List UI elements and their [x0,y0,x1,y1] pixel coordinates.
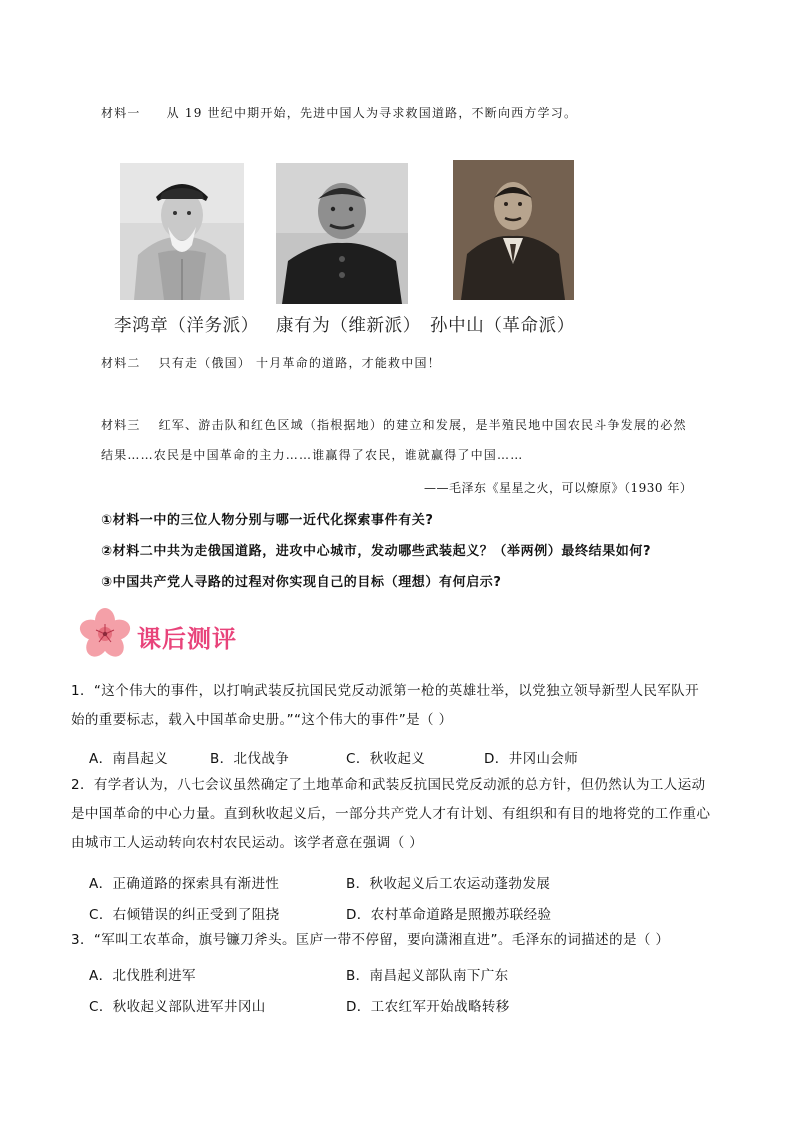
q1-stem: 1．“这个伟大的事件，以打响武装反抗国民党反动派第一枪的英雄壮举，以党独立领导新型人民军队开始的重要标志，载入中国革命史册。”“这个伟大的事件”是（ ） [71,683,699,728]
q3-option-d: D．工农红军开始战略转移 [346,999,510,1015]
portrait-kang-youwei [276,163,408,304]
caption-kang-youwei [276,312,421,337]
material-1-text: 从 19 世纪中期开始，先进中国人为寻求救国道路，不断向西方学习。 [166,106,578,120]
material-3-text-2: 结果……农民是中国革命的主力……谁赢得了农民，谁就赢得了中国…… [101,448,524,462]
portrait-li-hongzhang [120,163,244,300]
material-1 [101,104,577,121]
question-3-bold: ③中国共产党人寻路的过程对你实现自己的目标（理想）有何启示? [101,575,502,590]
q2-option-a: A．正确道路的探索具有渐进性 [89,876,280,892]
question-2-bold: ②材料二中共为走俄国道路，进攻中心城市，发动哪些武装起义？（举两例）最终结果如何? [101,544,652,559]
q2-option-d: D．农村革命道路是照搬苏联经验 [346,907,552,923]
caption-name: 孙中山 [430,316,485,336]
material-2 [101,354,441,371]
material-2-label: 材料二 [101,356,141,370]
q1-option-c: C．秋收起义 [346,751,426,767]
q2-option-c: C．右倾错误的纠正受到了阻挠 [89,907,280,923]
caption-name: 康有为 [276,316,331,336]
material-1-label: 材料一 [101,106,141,120]
material-3-label: 材料三 [101,418,141,432]
material-2-text: 只有走（俄国） 十月革命的道路，才能救中国！ [158,356,441,370]
q1-option-b: B．北伐战争 [210,751,290,767]
q2-option-b: B．秋收起义后工农运动蓬勃发展 [346,876,551,892]
q3-stem: 3．“军叫工农革命，旗号镰刀斧头。匡庐一带不停留，要向潇湘直进”。毛泽东的词描述的是（ ） [71,932,670,948]
caption-faction: （洋务派） [168,316,259,336]
caption-faction: （革命派） [484,316,575,336]
q3-option-c: C．秋收起义部队进军井冈山 [89,999,266,1015]
q1-option-d: D．井冈山会师 [484,751,579,767]
material-3-line-1 [101,416,687,433]
flower-icon [76,607,134,659]
q3-option-b: B．南昌起义部队南下广东 [346,968,509,984]
q3-option-a: A．北伐胜利进军 [89,968,196,984]
q2-stem: 2．有学者认为，八七会议虽然确定了土地革命和武装反抗国民党反动派的总方针，但仍然认为工人运动是中国革命的中心力量。直到秋收起义后，一部分共产党人才有计划、有组织和有目的地将党的工作重心由城市工人运动转向农村农民运动。该学者意在强调（ ） [71,777,711,851]
caption-sun-yatsen [430,312,575,337]
question-1-bold: ①材料一中的三位人物分别与哪一近代化探索事件有关? [101,513,434,528]
section-title: 课后测评 [137,625,237,653]
caption-li-hongzhang [114,312,259,337]
q1-option-a: A．南昌起义 [89,751,169,767]
portrait-sun-yatsen [453,160,574,300]
caption-name: 李鸿章 [114,316,169,336]
material-3-line-2 [101,446,523,463]
material-3-text-1: 红军、游击队和红色区域（指根据地）的建立和发展，是半殖民地中国农民斗争发展的必然 [158,418,687,432]
material-3-source: ——毛泽东《星星之火，可以燎原》（1930 年） [424,481,693,495]
caption-faction: （维新派） [330,316,421,336]
